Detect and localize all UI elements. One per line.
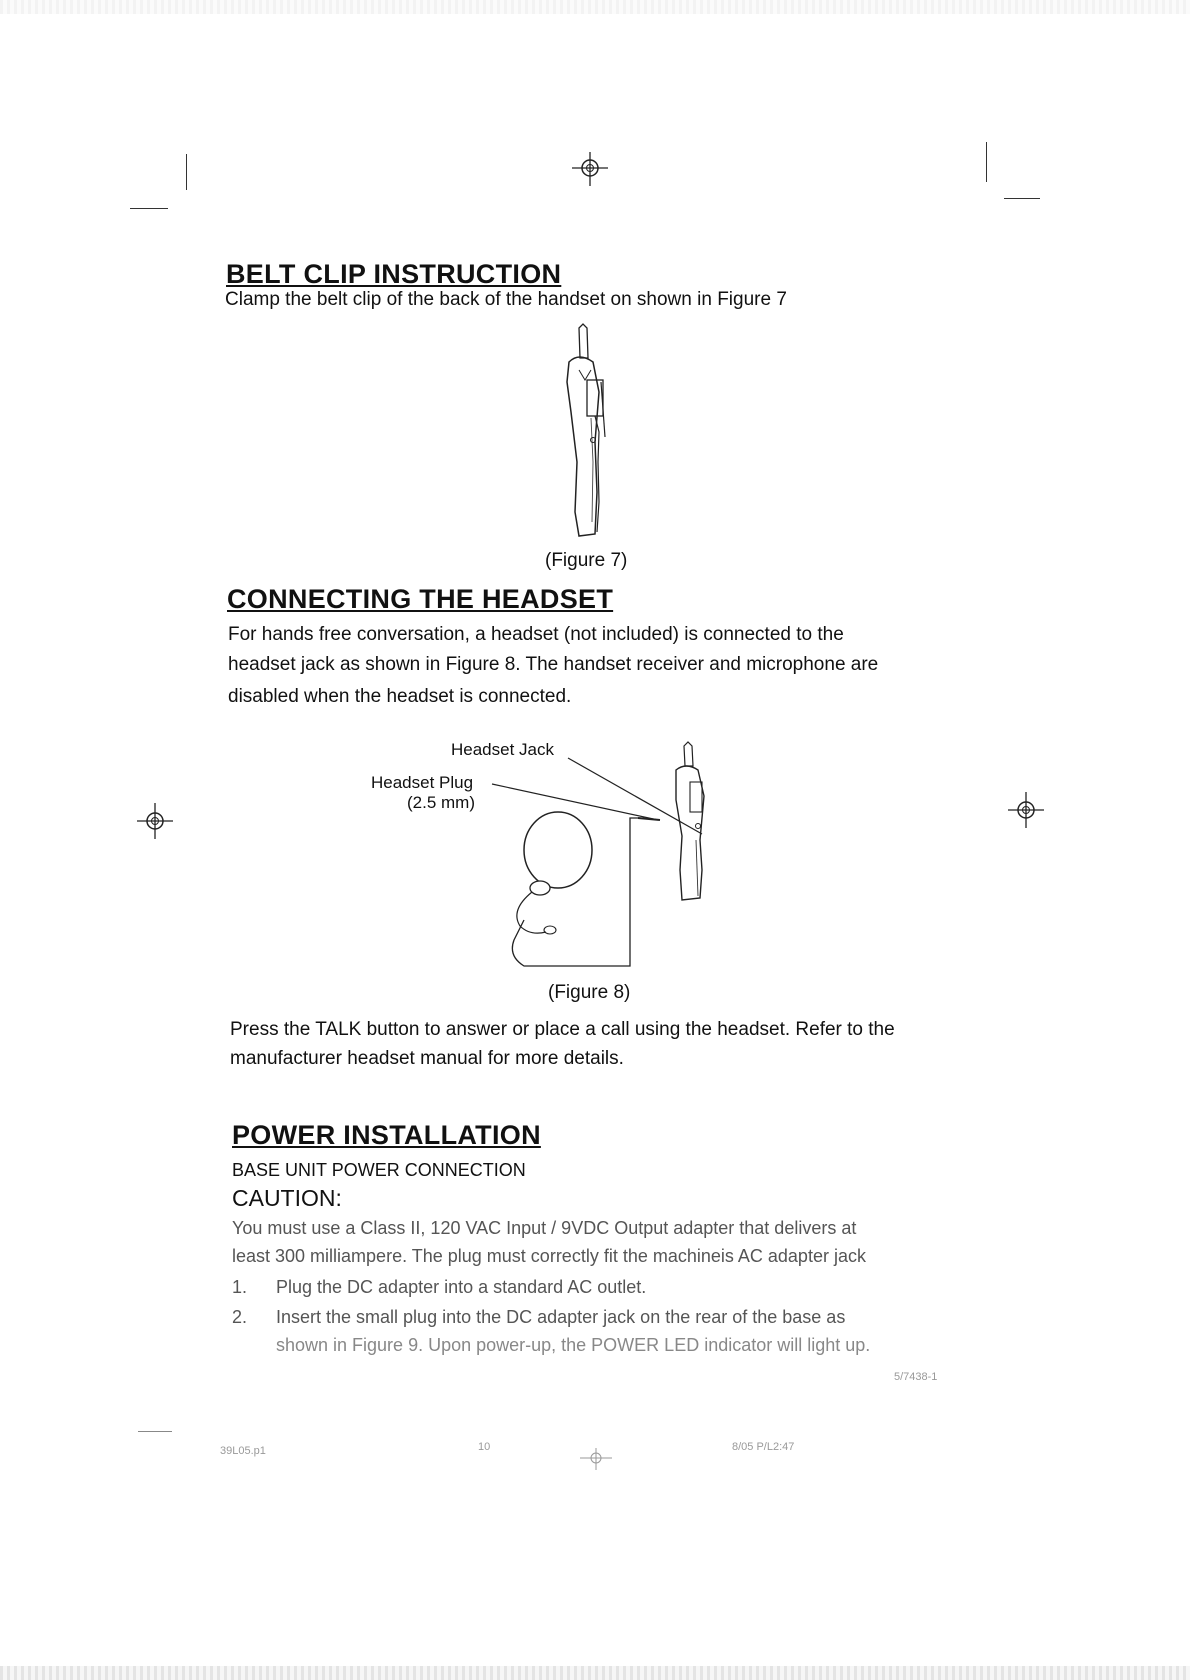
step-number: 1. bbox=[232, 1277, 248, 1297]
headset-after-line-1: Press the TALK button to answer or place a call using the headset. Refer to the bbox=[230, 1019, 895, 1040]
headset-paragraph-line-1: For hands free conversation, a headset (not included) is connected to the bbox=[228, 624, 844, 645]
headset-heading: CONNECTING THE HEADSET bbox=[227, 584, 614, 614]
figure-8-caption: (Figure 8) bbox=[548, 982, 631, 1003]
headset-jack-label: Headset Jack bbox=[451, 740, 554, 759]
document-code: 5/7438-1 bbox=[894, 1371, 938, 1383]
caution-line-2: least 300 milliampere. The plug must correctly fit the machineis AC adapter jack bbox=[232, 1246, 866, 1266]
scan-edge-top bbox=[0, 0, 1190, 14]
registration-target-left-icon bbox=[135, 801, 175, 841]
crop-mark-top-left-h bbox=[130, 208, 168, 209]
belt-clip-heading: BELT CLIP INSTRUCTION bbox=[226, 259, 562, 289]
crop-mark-bottom-left bbox=[138, 1431, 172, 1432]
handset-belt-clip-illustration bbox=[555, 322, 625, 542]
caution-label: CAUTION: bbox=[232, 1185, 342, 1211]
power-step-1 bbox=[232, 1272, 646, 1302]
figure-7-caption: (Figure 7) bbox=[545, 550, 628, 571]
step-number: 2. bbox=[232, 1307, 248, 1327]
headset-after-line-2: manufacturer headset manual for more details. bbox=[230, 1048, 624, 1069]
belt-clip-text: Clamp the belt clip of the back of the handset on shown in Figure 7 bbox=[225, 289, 787, 310]
headset-paragraph-line-3: disabled when the headset is connected. bbox=[228, 686, 572, 707]
headset-paragraph-line-2: headset jack as shown in Figure 8. The handset receiver and microphone are bbox=[228, 654, 879, 675]
headset-connection-illustration bbox=[490, 740, 730, 975]
headset-plug-size-label: (2.5 mm) bbox=[407, 793, 475, 812]
crop-mark-top-right bbox=[986, 142, 987, 182]
power-heading: POWER INSTALLATION bbox=[232, 1120, 541, 1150]
crop-mark-top-right-h bbox=[1004, 198, 1040, 199]
footer-center-mark: 10 bbox=[478, 1441, 491, 1453]
power-step-2-continued: shown in Figure 9. Upon power-up, the POWER LED indicator will light up. bbox=[276, 1335, 871, 1355]
step-text: Insert the small plug into the DC adapter jack on the rear of the base as bbox=[276, 1307, 846, 1327]
footer-right-mark: 8/05 P/L2:47 bbox=[732, 1441, 795, 1453]
registration-target-bottom-icon bbox=[578, 1446, 614, 1472]
power-step-2 bbox=[232, 1302, 845, 1332]
crop-mark-top-left bbox=[186, 154, 187, 190]
footer-left-mark: 39L05.p1 bbox=[220, 1445, 266, 1457]
scan-edge-bottom bbox=[0, 1666, 1190, 1680]
registration-target-right-icon bbox=[1006, 790, 1046, 830]
step-text: Plug the DC adapter into a standard AC outlet. bbox=[276, 1277, 647, 1297]
headset-plug-label: Headset Plug bbox=[371, 773, 474, 792]
caution-line-1: You must use a Class II, 120 VAC Input / 9VDC Output adapter that delivers at bbox=[232, 1218, 857, 1238]
registration-target-top-icon bbox=[570, 150, 610, 190]
power-subheading: BASE UNIT POWER CONNECTION bbox=[232, 1160, 526, 1180]
